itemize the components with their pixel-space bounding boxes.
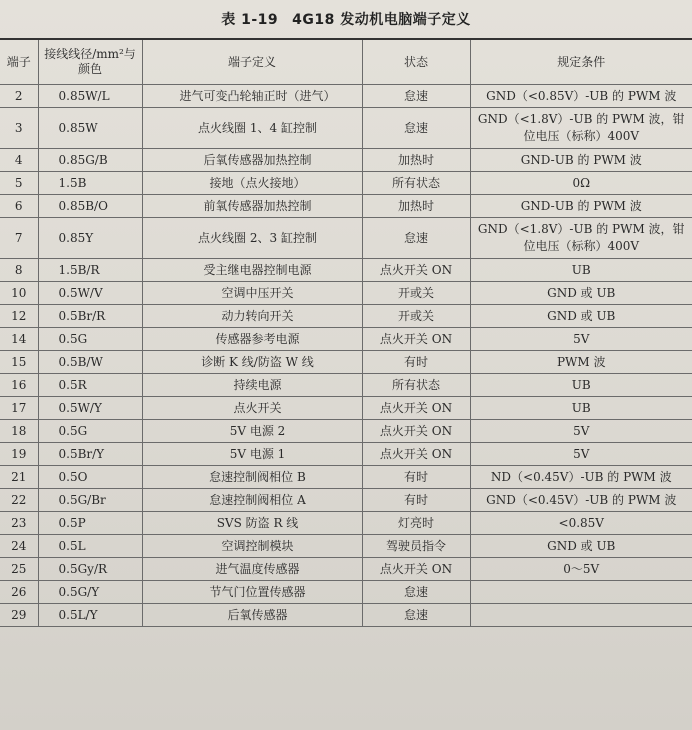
cell-definition: SVS 防盗 R 线 <box>142 512 362 535</box>
cell-definition: 前氧传感器加热控制 <box>142 195 362 218</box>
cell-condition: 5V <box>470 420 692 443</box>
cell-definition: 节气门位置传感器 <box>142 581 362 604</box>
table-row <box>0 305 692 328</box>
cell-state: 有时 <box>362 466 470 489</box>
header-state: 状态 <box>362 39 470 85</box>
table-row <box>0 172 692 195</box>
cell-wire: 0.5G <box>38 328 142 351</box>
cell-state: 有时 <box>362 351 470 374</box>
cell-terminal: 3 <box>0 108 38 149</box>
cell-state: 点火开关 ON <box>362 420 470 443</box>
table-row <box>0 535 692 558</box>
cell-state: 点火开关 ON <box>362 328 470 351</box>
cell-condition: GND-UB 的 PWM 波 <box>470 149 692 172</box>
cell-state: 怠速 <box>362 85 470 108</box>
cell-wire: 1.5B <box>38 172 142 195</box>
cell-wire: 0.5L/Y <box>38 604 142 627</box>
cell-wire: 0.5L <box>38 535 142 558</box>
cell-state: 开或关 <box>362 305 470 328</box>
cell-state: 怠速 <box>362 218 470 259</box>
cell-condition: GND（<1.8V）-UB 的 PWM 波，钳位电压（标称）400V <box>470 218 692 259</box>
cell-terminal: 15 <box>0 351 38 374</box>
cell-definition: 怠速控制阀相位 A <box>142 489 362 512</box>
cell-state: 点火开关 ON <box>362 443 470 466</box>
cell-state: 所有状态 <box>362 172 470 195</box>
cell-definition: 进气温度传感器 <box>142 558 362 581</box>
table-row <box>0 489 692 512</box>
cell-terminal: 4 <box>0 149 38 172</box>
table-row <box>0 443 692 466</box>
cell-condition <box>470 581 692 604</box>
table-row <box>0 420 692 443</box>
cell-condition <box>470 604 692 627</box>
cell-condition: GND（<0.85V）-UB 的 PWM 波 <box>470 85 692 108</box>
cell-state: 点火开关 ON <box>362 397 470 420</box>
cell-terminal: 16 <box>0 374 38 397</box>
cell-condition: 0～5V <box>470 558 692 581</box>
cell-terminal: 14 <box>0 328 38 351</box>
cell-definition: 诊断 K 线/防盗 W 线 <box>142 351 362 374</box>
cell-terminal: 25 <box>0 558 38 581</box>
cell-definition: 受主继电器控制电源 <box>142 259 362 282</box>
cell-state: 怠速 <box>362 604 470 627</box>
cell-wire: 0.85B/O <box>38 195 142 218</box>
table-row <box>0 85 692 108</box>
cell-state: 所有状态 <box>362 374 470 397</box>
cell-state: 点火开关 ON <box>362 259 470 282</box>
cell-condition: GND（<1.8V）-UB 的 PWM 波，钳位电压（标称）400V <box>470 108 692 149</box>
cell-condition: GND 或 UB <box>470 282 692 305</box>
cell-definition: 进气可变凸轮轴正时（进气） <box>142 85 362 108</box>
cell-wire: 0.5G/Y <box>38 581 142 604</box>
cell-terminal: 23 <box>0 512 38 535</box>
cell-condition: 5V <box>470 443 692 466</box>
cell-wire: 0.5W/Y <box>38 397 142 420</box>
cell-terminal: 19 <box>0 443 38 466</box>
header-row <box>0 39 692 85</box>
cell-terminal: 26 <box>0 581 38 604</box>
cell-terminal: 6 <box>0 195 38 218</box>
cell-terminal: 12 <box>0 305 38 328</box>
cell-condition: GND（<0.45V）-UB 的 PWM 波 <box>470 489 692 512</box>
cell-terminal: 29 <box>0 604 38 627</box>
cell-condition: GND 或 UB <box>470 535 692 558</box>
cell-condition: <0.85V <box>470 512 692 535</box>
table-row <box>0 282 692 305</box>
table-row <box>0 512 692 535</box>
table-row <box>0 149 692 172</box>
cell-condition: ND（<0.45V）-UB 的 PWM 波 <box>470 466 692 489</box>
cell-definition: 接地（点火接地） <box>142 172 362 195</box>
cell-state: 加热时 <box>362 195 470 218</box>
cell-condition: 5V <box>470 328 692 351</box>
cell-terminal: 10 <box>0 282 38 305</box>
cell-terminal: 21 <box>0 466 38 489</box>
header-terminal: 端子 <box>0 39 38 85</box>
cell-wire: 0.5Br/R <box>38 305 142 328</box>
cell-terminal: 5 <box>0 172 38 195</box>
table-title: 4G18 发动机电脑端子定义 <box>292 12 471 28</box>
cell-state: 开或关 <box>362 282 470 305</box>
table-row <box>0 581 692 604</box>
cell-definition: 传感器参考电源 <box>142 328 362 351</box>
cell-definition: 点火线圈 1、4 缸控制 <box>142 108 362 149</box>
cell-terminal: 18 <box>0 420 38 443</box>
cell-wire: 0.5Br/Y <box>38 443 142 466</box>
cell-wire: 0.85Y <box>38 218 142 259</box>
cell-definition: 怠速控制阀相位 B <box>142 466 362 489</box>
cell-definition: 后氧传感器 <box>142 604 362 627</box>
cell-wire: 0.85G/B <box>38 149 142 172</box>
cell-definition: 5V 电源 2 <box>142 420 362 443</box>
cell-terminal: 7 <box>0 218 38 259</box>
cell-state: 怠速 <box>362 581 470 604</box>
cell-state: 有时 <box>362 489 470 512</box>
cell-terminal: 17 <box>0 397 38 420</box>
cell-definition: 5V 电源 1 <box>142 443 362 466</box>
table-row <box>0 351 692 374</box>
table-row <box>0 466 692 489</box>
header-definition: 端子定义 <box>142 39 362 85</box>
cell-wire: 0.5G <box>38 420 142 443</box>
cell-definition: 空调中压开关 <box>142 282 362 305</box>
cell-wire: 0.5Gy/R <box>38 558 142 581</box>
cell-condition: UB <box>470 397 692 420</box>
table-row <box>0 108 692 149</box>
cell-definition: 持续电源 <box>142 374 362 397</box>
cell-condition: GND-UB 的 PWM 波 <box>470 195 692 218</box>
cell-wire: 0.5W/V <box>38 282 142 305</box>
cell-definition: 点火开关 <box>142 397 362 420</box>
cell-terminal: 22 <box>0 489 38 512</box>
table-number: 表 1-19 <box>221 12 279 28</box>
cell-definition: 空调控制模块 <box>142 535 362 558</box>
cell-wire: 0.5O <box>38 466 142 489</box>
table-row <box>0 558 692 581</box>
cell-wire: 1.5B/R <box>38 259 142 282</box>
cell-condition: UB <box>470 374 692 397</box>
cell-wire: 0.5R <box>38 374 142 397</box>
terminal-definition-table <box>0 38 692 627</box>
cell-definition: 点火线圈 2、3 缸控制 <box>142 218 362 259</box>
cell-wire: 0.5B/W <box>38 351 142 374</box>
cell-state: 灯亮时 <box>362 512 470 535</box>
cell-condition: PWM 波 <box>470 351 692 374</box>
cell-condition: UB <box>470 259 692 282</box>
table-row <box>0 604 692 627</box>
cell-state: 驾驶员指令 <box>362 535 470 558</box>
cell-wire: 0.85W <box>38 108 142 149</box>
cell-wire: 0.5P <box>38 512 142 535</box>
table-row <box>0 374 692 397</box>
cell-state: 怠速 <box>362 108 470 149</box>
cell-state: 加热时 <box>362 149 470 172</box>
cell-wire: 0.5G/Br <box>38 489 142 512</box>
table-row <box>0 259 692 282</box>
table-caption <box>0 9 692 29</box>
table-row <box>0 195 692 218</box>
cell-condition: 0Ω <box>470 172 692 195</box>
cell-terminal: 24 <box>0 535 38 558</box>
cell-terminal: 8 <box>0 259 38 282</box>
cell-definition: 动力转向开关 <box>142 305 362 328</box>
cell-condition: GND 或 UB <box>470 305 692 328</box>
cell-terminal: 2 <box>0 85 38 108</box>
table-row <box>0 328 692 351</box>
cell-wire: 0.85W/L <box>38 85 142 108</box>
header-condition: 规定条件 <box>470 39 692 85</box>
cell-definition: 后氧传感器加热控制 <box>142 149 362 172</box>
cell-state: 点火开关 ON <box>362 558 470 581</box>
header-wire: 接线线径/mm²与颜色 <box>38 39 142 85</box>
table-row <box>0 218 692 259</box>
table-row <box>0 397 692 420</box>
